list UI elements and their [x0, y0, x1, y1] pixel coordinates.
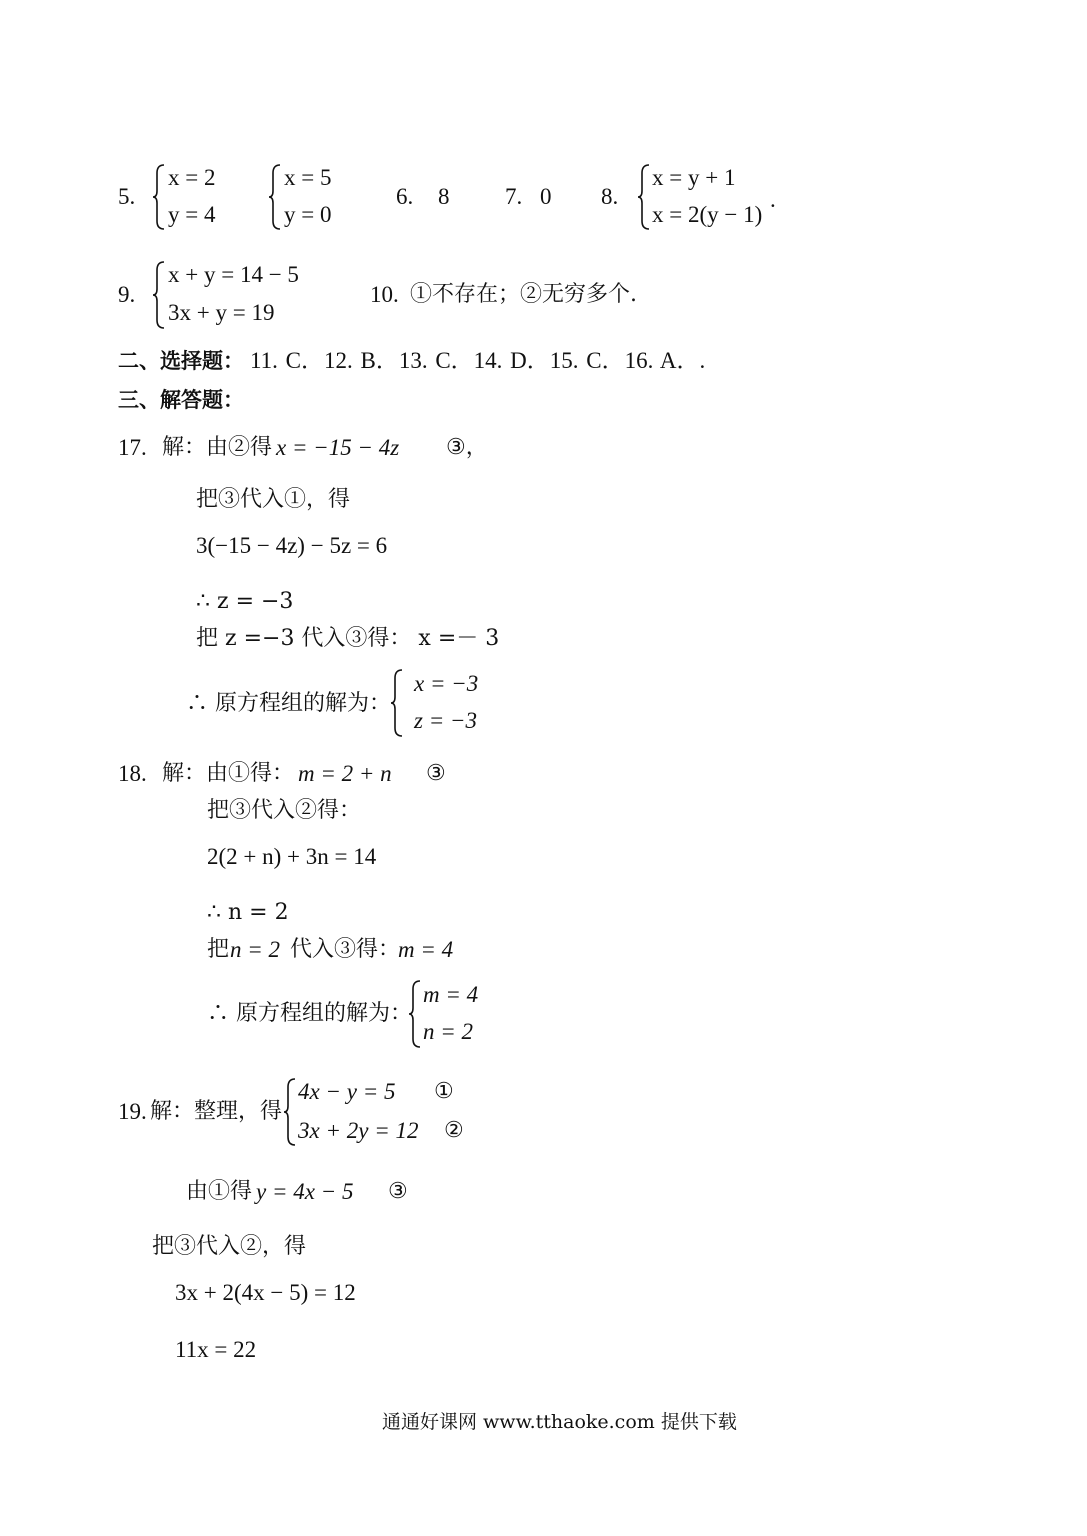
- q10-number: 10.: [370, 282, 399, 307]
- q17-solution-z: z = −3: [414, 708, 477, 733]
- q18-line1-eq: m = 2 + n: [298, 761, 392, 786]
- left-brace-icon: [637, 163, 651, 231]
- left-brace-icon: [268, 163, 282, 231]
- section2-heading: 二、选择题：: [118, 348, 244, 373]
- q5-sys2-line1: x = 5: [284, 165, 332, 190]
- q10-answer: ①不存在；②无穷多个.: [410, 282, 637, 307]
- q7-number: 7.: [505, 184, 523, 209]
- section2-answers: 11. C．12. B．13. C．14. D．15. C．16. A．.: [250, 348, 706, 373]
- q19-sys-line2: 3x + 2y = 12: [298, 1118, 419, 1143]
- q18-line6-prefix: ∴ 原方程组的解为：: [207, 1001, 412, 1026]
- q18-line5-eq: n = 2: [230, 937, 281, 962]
- q18-line3: 2(2 + n) + 3n = 14: [207, 844, 377, 869]
- q17-solution-x: x = −3: [414, 671, 479, 696]
- q19-line5: 11x = 22: [175, 1337, 257, 1362]
- q17-line1-prefix: 解：由②得: [162, 435, 273, 460]
- q19-line3: 把③代入②，得: [152, 1234, 307, 1259]
- q17-number: 17.: [118, 435, 147, 460]
- q18-line1-prefix: 解：由①得：: [162, 761, 295, 786]
- q5-number: 5.: [118, 184, 136, 209]
- q9-number: 9.: [118, 282, 136, 307]
- q5-sys1-line2: y = 4: [168, 202, 216, 227]
- q5-sys1-line1: x = 2: [168, 165, 216, 190]
- left-brace-icon: [152, 163, 166, 231]
- q8-period: .: [770, 187, 776, 212]
- q18-line2: 把③代入②得：: [207, 798, 362, 823]
- q18-line5-mid: 代入③得：: [290, 937, 401, 962]
- q18-line1-mark: ③: [426, 761, 446, 786]
- q9-sys-line2: 3x + y = 19: [168, 300, 275, 325]
- q19-sys-line1: 4x − y = 5: [298, 1079, 396, 1104]
- q18-solution-n: n = 2: [423, 1019, 474, 1044]
- q17-line1-mark: ③，: [446, 435, 488, 460]
- left-brace-icon: [283, 1077, 297, 1147]
- q17-line5: 把 z =−3 代入③得： x =－ 3: [196, 626, 500, 651]
- page-footer: 通通好课网 www.tthaoke.com 提供下载: [382, 1411, 737, 1433]
- q19-line4: 3x + 2(4x − 5) = 12: [175, 1280, 356, 1305]
- q17-line2: 把③代入①，得: [196, 487, 351, 512]
- left-brace-icon: [390, 668, 404, 738]
- q19-mark2: ②: [444, 1118, 464, 1143]
- q6-answer: 8: [438, 184, 450, 209]
- q5-sys2-line2: y = 0: [284, 202, 332, 227]
- q19-line2-prefix: 由①得: [186, 1179, 253, 1204]
- q17-line6-prefix: ∴ 原方程组的解为：: [186, 691, 391, 716]
- left-brace-icon: [408, 979, 422, 1049]
- q17-line4: ∴ z = −3: [196, 589, 294, 614]
- q18-line5-prefix: 把: [207, 937, 230, 962]
- q19-line2-mark: ③: [388, 1179, 408, 1204]
- q17-line1-eq: x = −15 − 4z: [276, 435, 400, 460]
- q6-number: 6.: [396, 184, 414, 209]
- q9-sys-line1: x + y = 14 − 5: [168, 262, 299, 287]
- section3-heading: 三、解答题：: [118, 387, 244, 412]
- q8-number: 8.: [601, 184, 619, 209]
- q19-mark1: ①: [434, 1079, 454, 1104]
- q18-line5-result: m = 4: [398, 937, 454, 962]
- q18-line4: ∴ n = 2: [207, 900, 289, 925]
- q18-number: 18.: [118, 761, 147, 786]
- q8-sys-line2: x = 2(y − 1): [652, 202, 763, 227]
- q19-line1-prefix: 解：整理，得: [150, 1099, 283, 1124]
- left-brace-icon: [152, 260, 166, 330]
- q18-solution-m: m = 4: [423, 982, 479, 1007]
- q7-answer: 0: [540, 184, 552, 209]
- q17-line3: 3(−15 − 4z) − 5z = 6: [196, 533, 388, 558]
- q19-number: 19.: [118, 1099, 147, 1124]
- q19-line2-eq: y = 4x − 5: [256, 1179, 354, 1204]
- q8-sys-line1: x = y + 1: [652, 165, 736, 190]
